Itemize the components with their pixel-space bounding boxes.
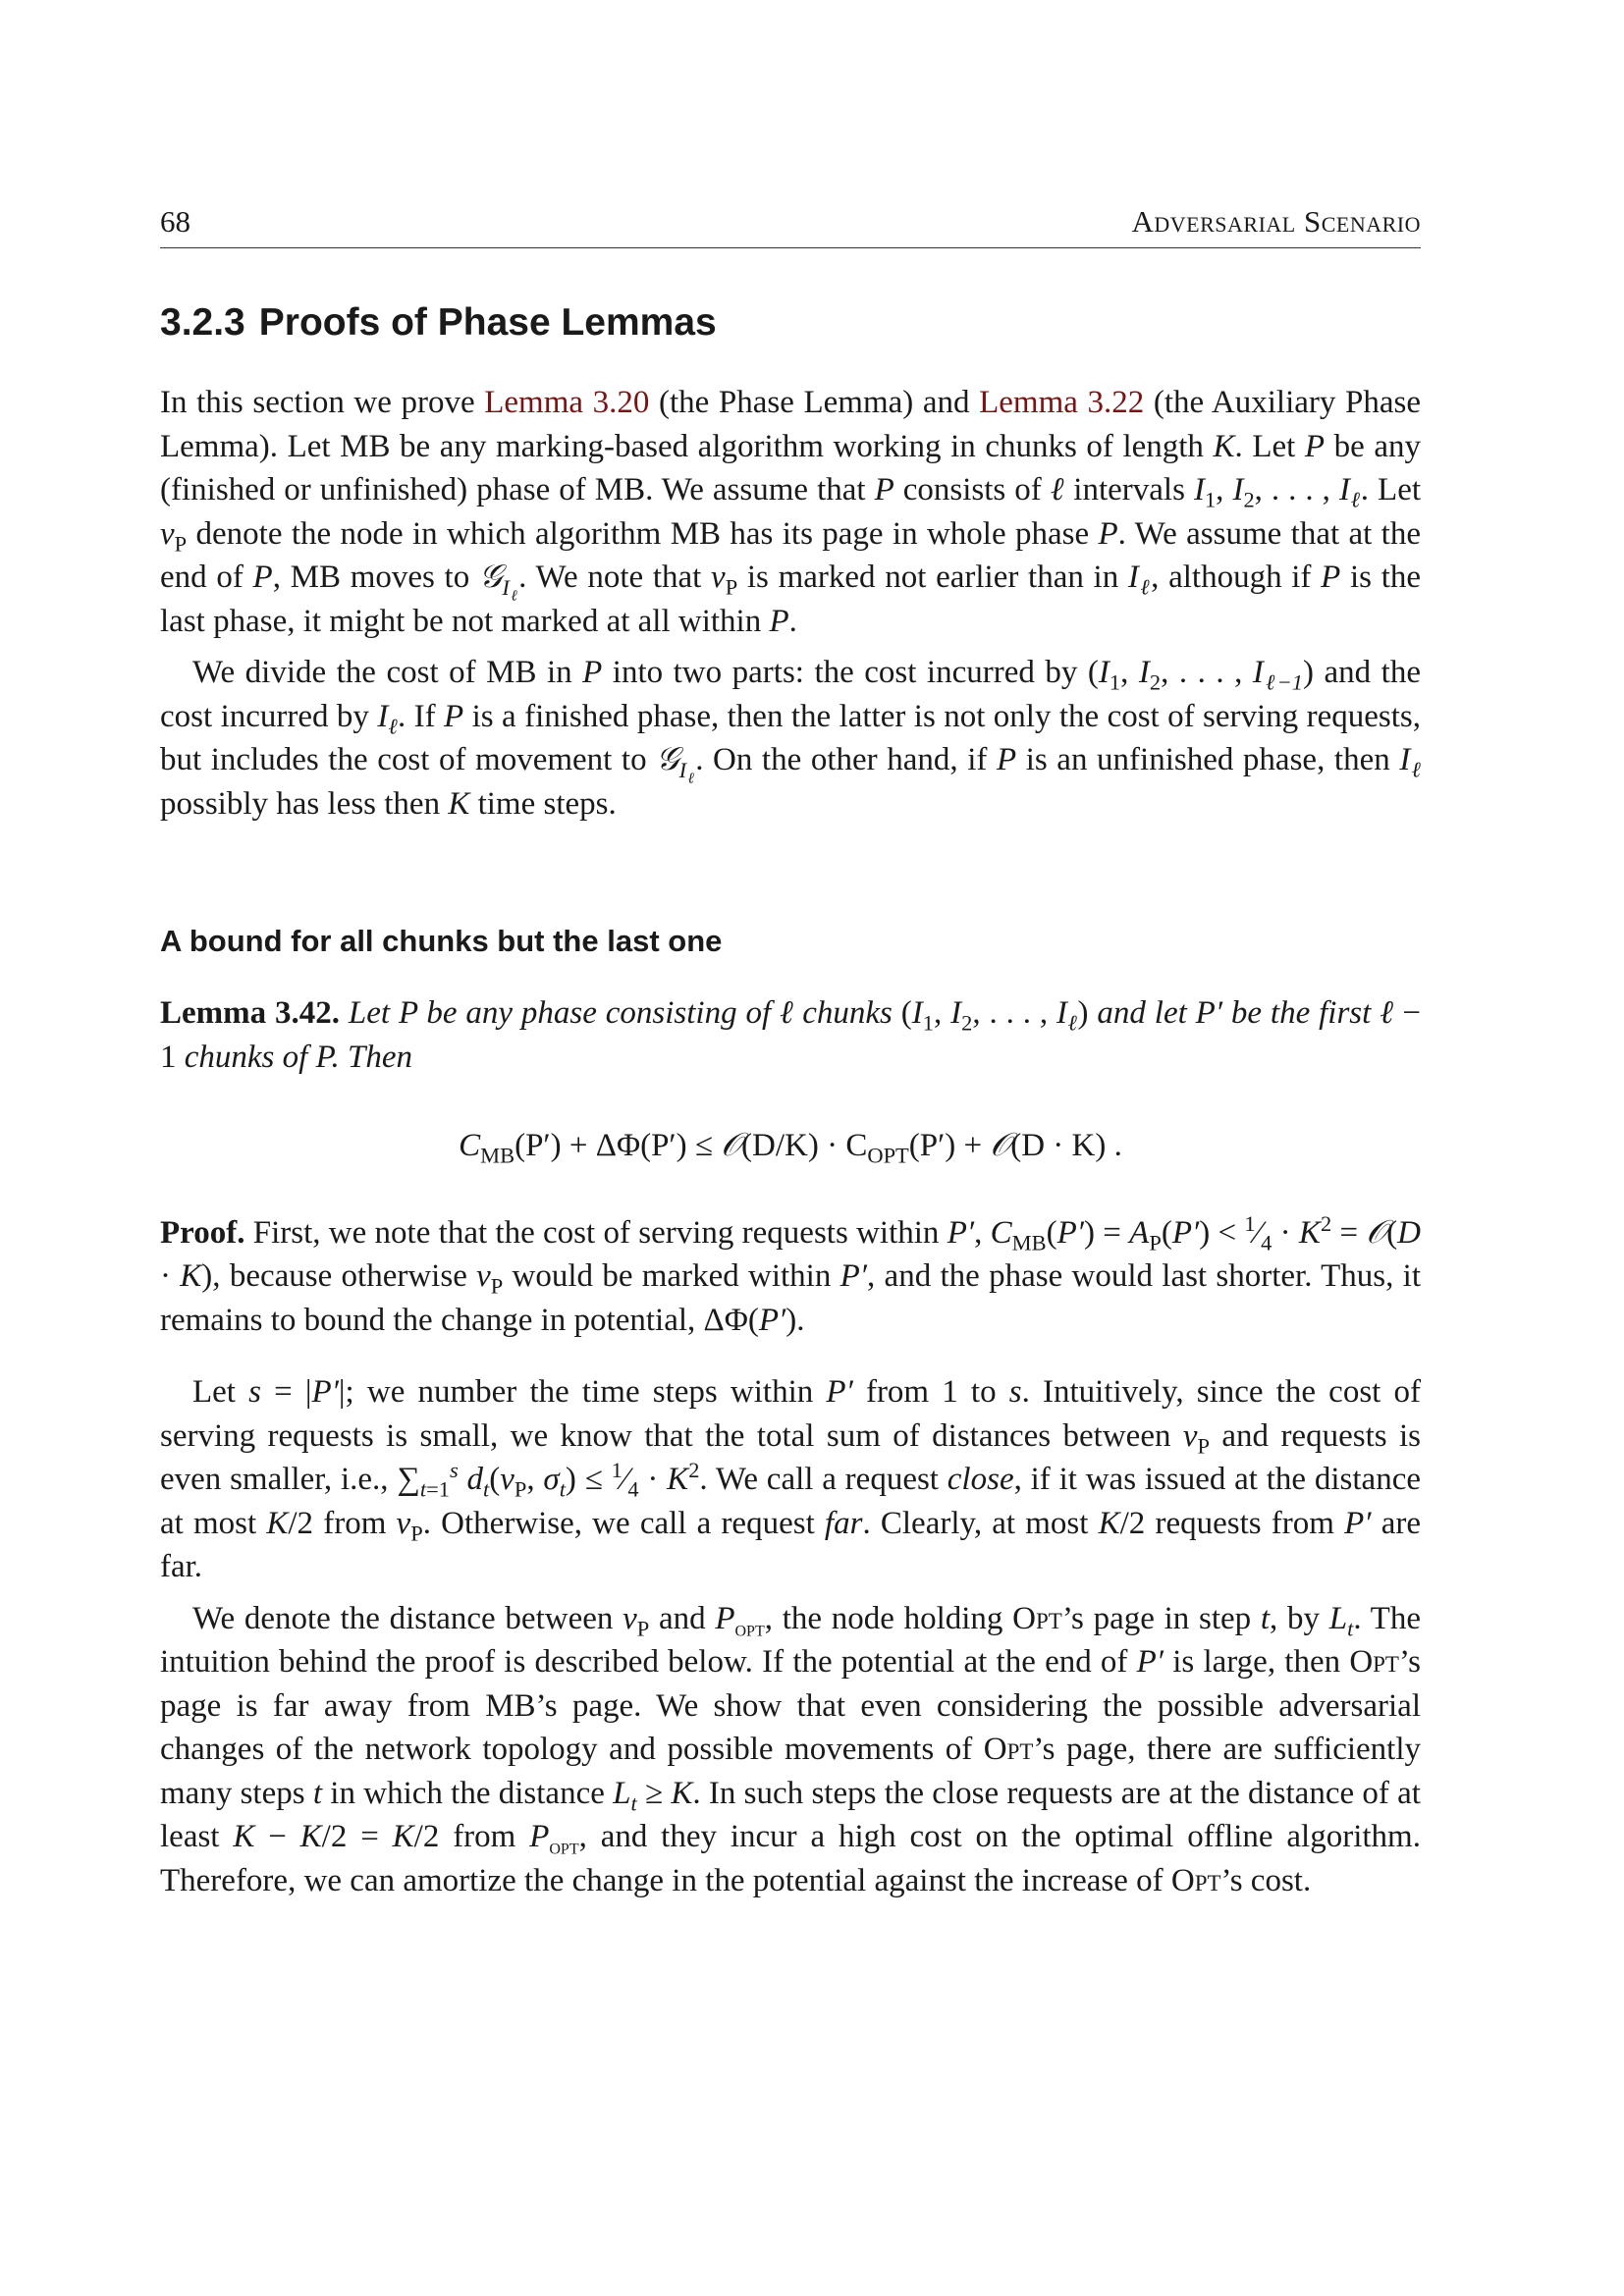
intuition-paragraph: We denote the distance between $v_P$ and $P_{opt}$, the node holding Opt’s page in step t, by $L_t$. The intuition behind the proof is described below. If the potential at the end of P′ is large, then Opt’s page is far away from MB’s page. We show that even considering the possible adversarial changes of the network topology and possible movements of Opt’s page, there are sufficiently many steps t in which the distance $L_t \ge K$. In such steps the close requests are at the distance of at least K − K/2 = K/2 from $P_{opt}$, and they incur a high cost on the optimal offline algorithm. Therefore, we can amortize the change in the potential against the increase of Opt’s cost. [160, 1600, 1422, 1898]
page [160, 204, 1421, 1902]
lemma-statement: Lemma 3.42. Let P be any phase consisting of ℓ chunks ($I_1$, $I_2$, . . . , $I_\ell$) and let P′ be the first ℓ − 1 chunks of P. Then [160, 995, 1422, 1075]
section-heading [160, 303, 1421, 342]
lemma-label: Lemma 3.42. [160, 995, 341, 1031]
proof-label: Proof. [160, 1214, 245, 1251]
lemma-equation: $C_{MB}(P') + \Delta\Phi(P')$ ≤ 𝒪(D/K) · $C_{OPT}(P')$ + 𝒪(D · K) . [459, 1128, 1122, 1168]
distance-paragraph: Let s = |P′|; we number the time steps within P′ from 1 to s. Intuitively, since the cost of serving requests is small, we know that the total sum of distances between $v_P$ and requests is even smaller, i.e., $\sum_{t=1}^s$ $d_t(v_P$, $\sigma_t$) ≤ $^1⁄_4 \cdot K^2$. We call a request close, if it was issued at the distance at most K/2 from $v_P$. Otherwise, we call a request far. Clearly, at most K/2 requests from P′ are far. [160, 1374, 1421, 1584]
cost-division-paragraph: We divide the cost of MB in P into two parts: the cost incurred by ($I_1$, $I_2$, . . . , $I_{\ell-1}$) and the cost incurred by $I_\ell$. If P is a finished phase, then the latter is not only the cost of serving requests, but includes the cost of movement to 𝒢$_{I_\ell}$. On the other hand, if P is an unfinished phase, then $I_\ell$ possibly has less then K time steps. [160, 655, 1421, 822]
section-number: 3.2.3 [160, 301, 245, 344]
section-title: Proofs of Phase Lemmas [258, 301, 717, 344]
running-title: Adversarial Scenario [1131, 204, 1421, 239]
intro-paragraph: In this section we prove Lemma 3.20 (the Phase Lemma) and Lemma 3.22 (the Auxiliary Phase Lemma). Let MB be any marking-based algorithm working in chunks of length K. Let P be any (finished or unfinished) phase of MB. We assume that P consists of ℓ intervals $I_1$, $I_2$, . . . , $I_\ell$. Let $v_P$ denote the node in which algorithm MB has its page in whole phase P. We assume that at the end of P, MB moves to 𝒢$_{I_\ell}$. We note that $v_P$ is marked not earlier than in $I_\ell$, although if P is the last phase, it might be not marked at all within P. [160, 385, 1422, 639]
lemma-3-20-link[interactable]: Lemma 3.20 [484, 385, 650, 420]
running-header [160, 204, 1421, 248]
lemma-3-22-link[interactable]: Lemma 3.22 [979, 385, 1145, 420]
subsection-heading: A bound for all chunks but the last one [160, 924, 723, 958]
proof-paragraph: Proof. First, we note that the cost of serving requests within P′, $C_{MB}(P') = A_P(P')$ < $^1⁄_4 \cdot K^2$ = 𝒪(D · K), because otherwise $v_P$ would be marked within P′, and the phase would last shorter. Thus, it remains to bound the change in potential, ΔΦ(P′). [160, 1210, 1422, 1338]
page-number: 68 [160, 204, 190, 239]
